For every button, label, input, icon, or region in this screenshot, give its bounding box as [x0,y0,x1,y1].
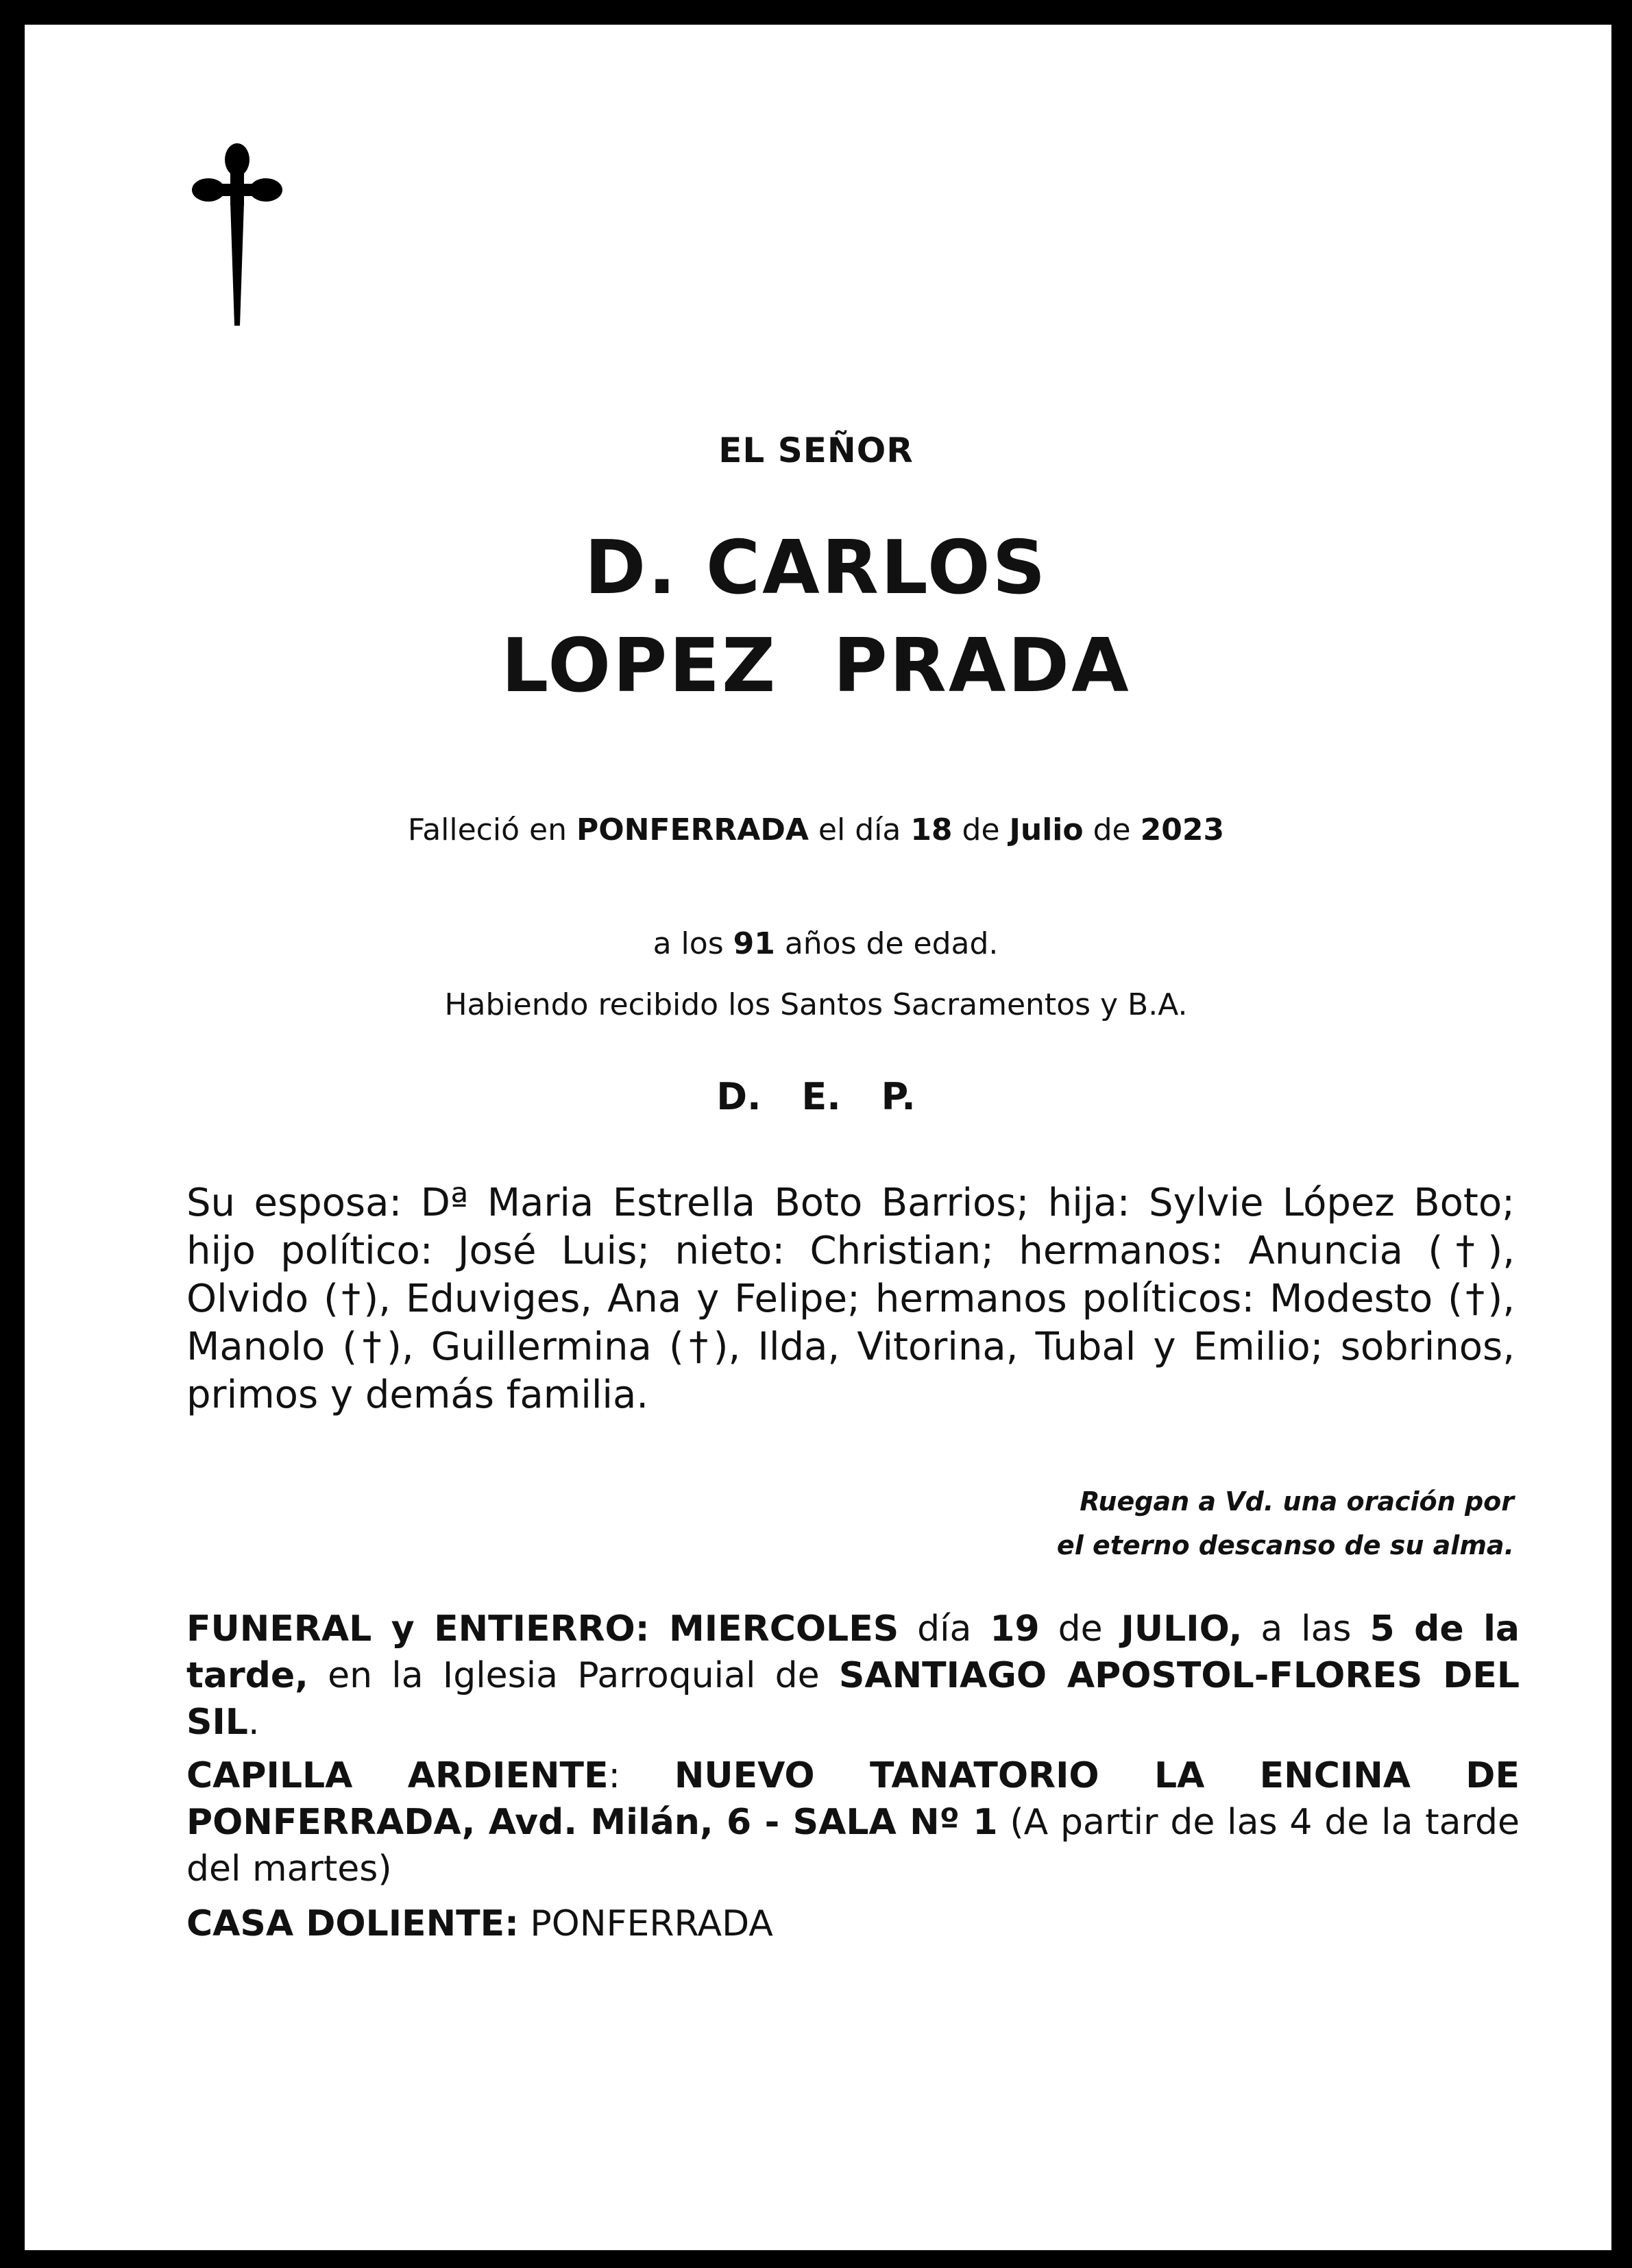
deceased-title: EL SEÑOR [718,431,914,470]
funeral-time: 5 de la tarde, [186,1608,1520,1696]
house-label: CASA DOLIENTE: [186,1903,519,1944]
chapel-text-1: : [608,1755,674,1796]
death-text-2: el día [808,812,911,847]
funeral-month: JULIO, [1121,1608,1243,1650]
chapel-place: NUEVO TANATORIO LA ENCINA DE PONFERRADA, Avd. Milán, 6 - SALA Nº 1 [186,1755,1520,1843]
funeral-text-1: día [899,1608,990,1650]
death-line [0,812,1632,847]
deceased-name-line1: D. CARLOS [584,525,1048,611]
funeral-day: 19 [990,1608,1040,1650]
death-place: PONFERRADA [576,812,809,847]
cross-of-saint-james-icon [189,141,285,329]
death-text-1: Falleció en [407,812,576,847]
funeral-label: FUNERAL y ENTIERRO: MIERCOLES [186,1608,899,1650]
chapel-paragraph [186,1752,1520,1892]
death-day: 18 [910,812,953,847]
age-line [0,891,1632,961]
death-text-3: de [952,812,1010,847]
age-text-2: años de edad. [775,926,999,961]
funeral-text-4: en la Iglesia Parroquial de [308,1655,839,1696]
prayer-request [692,1480,1514,1567]
funeral-paragraph [186,1606,1520,1746]
deceased-name-line2: LOPEZ PRADA [501,623,1131,709]
funeral-text-2: de [1039,1608,1121,1650]
age-text-1: a los [653,926,733,961]
death-text-4: de [1083,812,1141,847]
family-paragraph: Su esposa: Dª Maria Estrella Boto Barrios; hija: Sylvie López Boto; hijo político: José Luis; nieto: Christian; hermanos: Anuncia (†), Olvido (†), Eduviges, Ana y Felipe; hermanos políticos: Modesto (†), Manolo (†), Guillermina (†), Ilda, Vitorina, Tubal y Emilio; sobrinos, primos y demás familia. [186,1181,1515,1417]
prayer-line1: Ruegan a Vd. una oración por [1080,1486,1514,1517]
funeral-text-3: a las [1242,1608,1370,1650]
death-year: 2023 [1140,812,1225,847]
prayer-line2: el eterno descanso de su alma. [1056,1530,1514,1560]
death-month: Julio [1009,812,1084,847]
chapel-note: (A partir de las 4 de la tarde del martes) [186,1802,1520,1890]
dep-abbreviation: D. E. P. [716,1075,916,1118]
house-paragraph [186,1901,1520,1947]
sacraments-line: Habiendo recibido los Santos Sacramentos y B.A. [444,987,1188,1022]
age-years: 91 [733,926,775,961]
funeral-text-5: . [247,1702,260,1743]
funeral-church: SANTIAGO APOSTOL-FLORES DEL SIL [186,1655,1520,1743]
house-place: PONFERRADA [518,1903,773,1944]
chapel-label: CAPILLA ARDIENTE [186,1755,609,1796]
